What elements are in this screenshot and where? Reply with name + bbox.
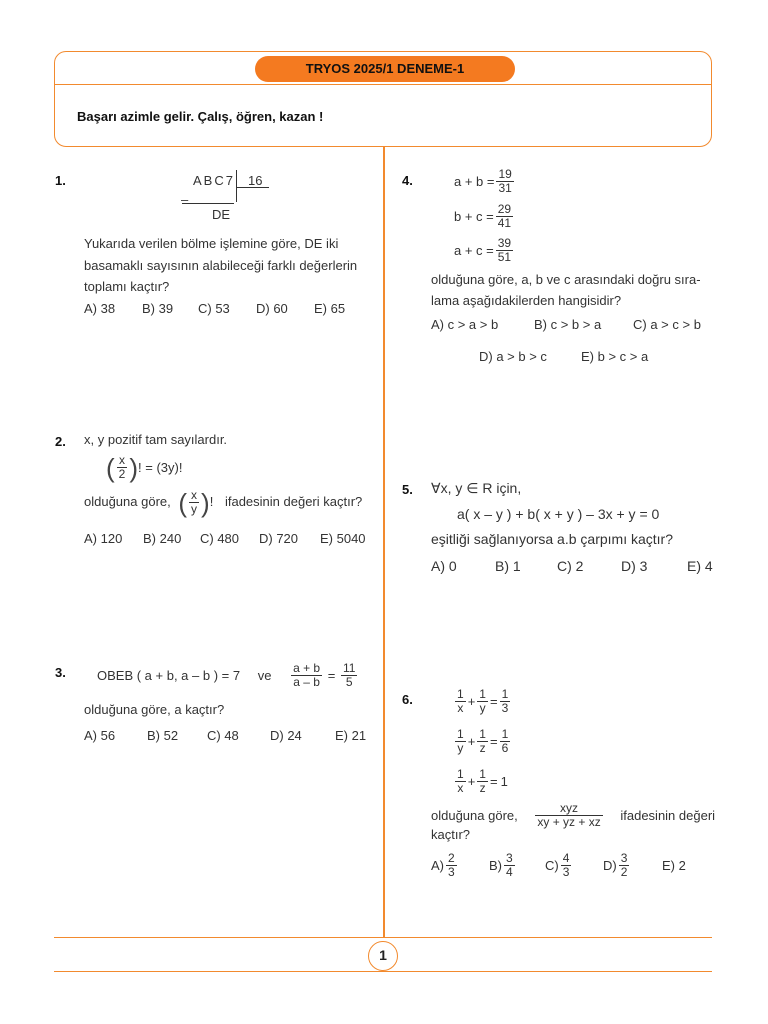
option-b[interactable]: B) $\frac{3}{4}$	[489, 851, 513, 879]
fraction-11-over-5: $\frac{11}{5}$	[342, 661, 356, 689]
equals-sign: =	[327, 668, 336, 683]
option-d[interactable]: D) 60	[256, 301, 288, 316]
option-a[interactable]: A) 38	[84, 301, 116, 316]
header-divider	[55, 84, 711, 85]
option-b[interactable]: B) 52	[147, 728, 179, 743]
obeb-equation	[97, 662, 359, 689]
question-text-line-1: Yukarıda verilen bölme işlemine göre, DE iki	[84, 236, 339, 251]
option-a[interactable]: A) 0	[431, 558, 457, 574]
fraction-xyz: $\frac{\text{xyz}}{xy + yz + xz}$	[537, 801, 601, 829]
question-5-number: 5.	[402, 482, 413, 497]
option-e[interactable]: E) 5040	[320, 531, 366, 546]
question-text-line-1: olduğuna göre, a, b ve c arasındaki doğru sıra-	[431, 272, 701, 287]
answer-options	[431, 852, 686, 879]
fraction-sum-over-diff: $\frac{a + b}{a - b}$	[293, 661, 321, 689]
question-text-line-2: eşitliği sağlanıyorsa a.b çarpımı kaçtır?	[431, 531, 673, 547]
text-prefix: olduğuna göre,	[431, 808, 518, 823]
option-c[interactable]: C) $\frac{4}{3}$	[545, 851, 570, 879]
page-number: 1	[368, 941, 398, 971]
divisor: 16	[248, 173, 263, 188]
option-e[interactable]: E) 2	[662, 858, 686, 873]
question-3-number: 3.	[55, 665, 66, 680]
question-6-number: 6.	[402, 692, 413, 707]
option-e[interactable]: E) b > c > a	[581, 349, 649, 364]
option-c[interactable]: C) 2	[557, 558, 584, 574]
minus-sign: –	[181, 192, 189, 207]
answer-options-row-1	[431, 317, 701, 332]
quotient: DE	[212, 207, 231, 222]
option-e[interactable]: E) 21	[335, 728, 367, 743]
question-text-line-3: toplamı kaçtır?	[84, 279, 170, 294]
option-b[interactable]: B) 39	[142, 301, 174, 316]
division-bar-vertical	[236, 170, 237, 202]
motto: Başarı azimle gelir. Çalış, öğren, kazan !	[77, 109, 324, 124]
column-divider	[383, 147, 385, 937]
answer-options	[84, 728, 366, 743]
subtraction-line	[182, 203, 234, 204]
option-e[interactable]: E) 65	[314, 301, 346, 316]
option-d[interactable]: D) 24	[270, 728, 302, 743]
option-d[interactable]: D) 720	[259, 531, 299, 546]
question-text-line-2: lama aşağıdakilerden hangisidir?	[431, 293, 622, 308]
equation-rest: ! = (3y)!	[138, 460, 183, 475]
dividend: ABC7	[193, 173, 235, 188]
factorial-equation	[106, 454, 182, 481]
answer-options	[84, 531, 366, 546]
exam-title: TRYOS 2025/1 DENEME-1	[255, 56, 515, 82]
option-b[interactable]: B) 240	[143, 531, 182, 546]
text-suffix: ifadesinin değeri	[620, 808, 716, 823]
paren-close: )	[201, 487, 210, 518]
equation-2: b + c = $\frac{29}{41}$	[454, 202, 512, 230]
equation-1: a + b = $\frac{19}{31}$	[454, 167, 512, 195]
option-e[interactable]: E) 4	[687, 558, 713, 574]
question-text-line-2	[84, 489, 362, 516]
answer-options	[431, 558, 713, 574]
paren-close: )	[129, 452, 139, 483]
question-text-line-1: x, y pozitif tam sayılardır.	[84, 432, 228, 447]
option-a[interactable]: A) 120	[84, 531, 123, 546]
option-c[interactable]: C) 480	[200, 531, 240, 546]
equation-3: $\frac{1}{x}$ + $\frac{1}{z}$ = 1	[457, 767, 508, 795]
equation-2: $\frac{1}{y}$ + $\frac{1}{z}$ = $\frac{1}{6}$	[457, 727, 509, 755]
option-a[interactable]: A) c > a > b	[431, 317, 499, 332]
option-a[interactable]: A) 56	[84, 728, 116, 743]
option-c[interactable]: C) a > c > b	[633, 317, 701, 332]
option-c[interactable]: C) 48	[207, 728, 239, 743]
question-text-line-1	[431, 802, 715, 829]
option-d[interactable]: D) $\frac{3}{2}$	[603, 851, 628, 879]
paren-open: (	[106, 452, 115, 483]
fraction-x-over-2: $\frac{x}{2}$	[118, 453, 126, 481]
fraction-x-over-y: $\frac{x}{y}$	[191, 488, 198, 516]
question-4-number: 4.	[402, 173, 413, 188]
text-prefix: olduğuna göre,	[84, 493, 171, 509]
obeb-expression: OBEB ( a + b, a – b ) = 7	[97, 668, 241, 683]
ve-word: ve	[257, 668, 272, 683]
factorial-sign: !	[209, 493, 214, 509]
equation-3: a + c = $\frac{39}{51}$	[454, 236, 512, 264]
equation: a( x – y ) + b( x + y ) – 3x + y = 0	[457, 506, 660, 522]
option-d[interactable]: D) a > b > c	[479, 349, 547, 364]
footer-line-top	[54, 937, 712, 938]
question-text: olduğuna göre, a kaçtır?	[84, 702, 225, 717]
footer-line-bottom	[54, 971, 712, 972]
header-box	[54, 51, 712, 147]
question-text-line-2: kaçtır?	[431, 827, 471, 842]
question-2-number: 2.	[55, 434, 66, 449]
paren-open: (	[178, 487, 188, 518]
question-1-number: 1.	[55, 173, 66, 188]
option-b[interactable]: B) 1	[495, 558, 521, 574]
text-suffix: ifadesinin değeri kaçtır?	[224, 493, 363, 509]
question-text-line-1: ∀x, y ∈ R için,	[431, 480, 522, 496]
option-a[interactable]: A) $\frac{2}{3}$	[431, 851, 455, 879]
answer-options	[84, 301, 345, 316]
answer-options-row-2	[479, 349, 648, 364]
option-d[interactable]: D) 3	[621, 558, 648, 574]
option-b[interactable]: B) c > b > a	[534, 317, 602, 332]
option-c[interactable]: C) 53	[198, 301, 230, 316]
equation-1: $\frac{1}{x}$ + $\frac{1}{y}$ = $\frac{1}{3}$	[457, 687, 509, 715]
question-text-line-2: basamaklı sayısının alabileceği farklı değerlerin	[84, 258, 358, 273]
